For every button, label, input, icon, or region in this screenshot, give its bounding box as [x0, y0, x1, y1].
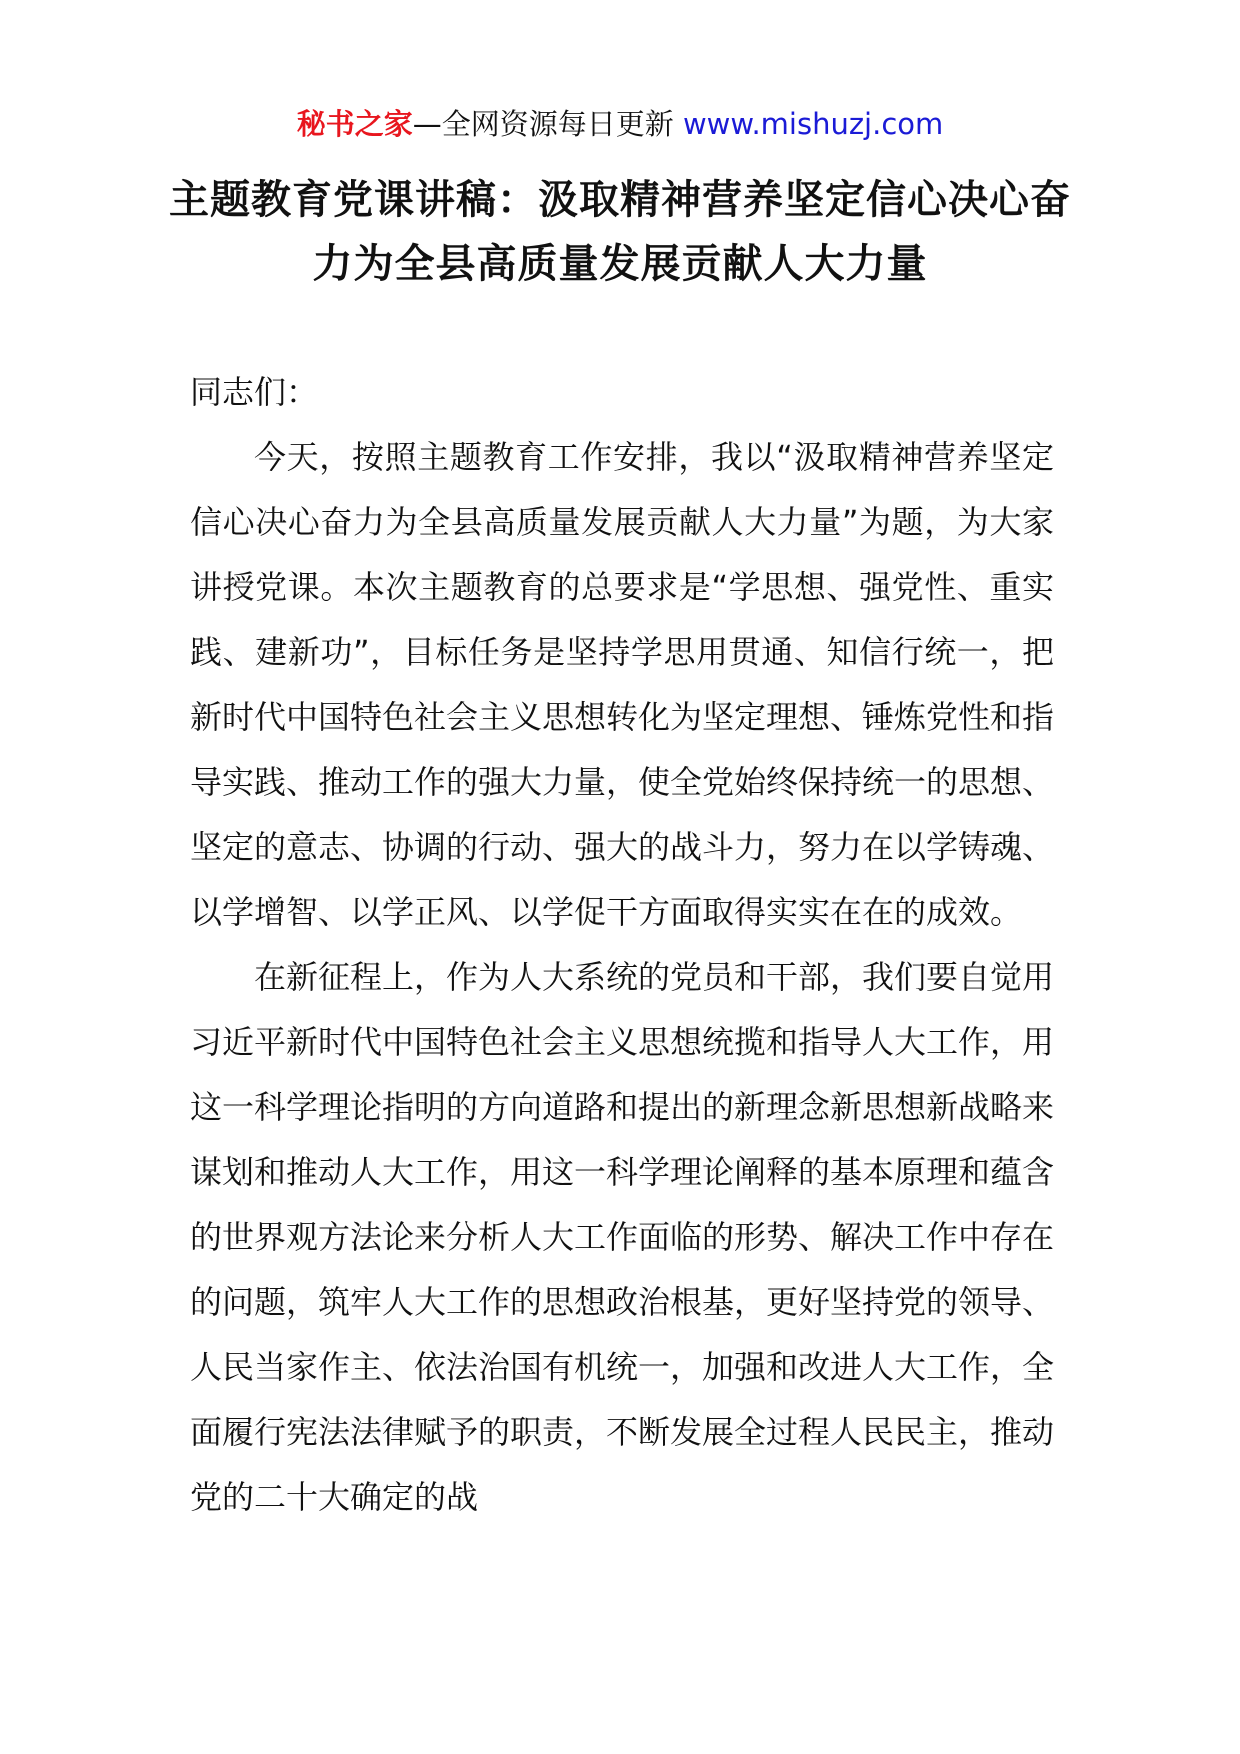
site-header	[0, 104, 1240, 144]
site-url-link[interactable]: www.mishuzj.com	[682, 107, 944, 141]
paragraph-2: 在新征程上，作为人大系统的党员和干部，我们要自觉用习近平新时代中国特色社会主义思想统揽和指导人大工作，用这一科学理论指明的方向道路和提出的新理念新思想新战略来谋划和推动人大工作，用这一科学理论阐释的基本原理和蕴含的世界观方法论来分析人大工作面临的形势、解决工作中存在的问题，筑牢人大工作的思想政治根基，更好坚持党的领导、人民当家作主、依法治国有机统一，加强和改进人大工作，全面履行宪法法律赋予的职责，不断发展全过程人民民主，推动党的二十大确定的战	[190, 958, 1055, 1516]
document-title: 主题教育党课讲稿：汲取精神营养坚定信心决心奋力为全县高质量发展贡献人大力量	[169, 177, 1071, 287]
header-tagline: —全网资源每日更新	[412, 107, 683, 141]
brand-name: 秘书之家	[296, 107, 413, 141]
salutation: 同志们：	[190, 373, 319, 411]
paragraph-1: 今天，按照主题教育工作安排，我以“汲取精神营养坚定信心决心奋力为全县高质量发展贡献人大力量”为题，为大家讲授党课。本次主题教育的总要求是“学思想、强党性、重实践、建新功”，目标任务是坚持学思用贯通、知信行统一，把新时代中国特色社会主义思想转化为坚定理想、锤炼党性和指导实践、推动工作的强大力量，使全党始终保持统一的思想、坚定的意志、协调的行动、强大的战斗力，努力在以学铸魂、以学增智、以学正风、以学促干方面取得实实在在的成效。	[190, 438, 1055, 931]
document-body	[190, 360, 1054, 1530]
